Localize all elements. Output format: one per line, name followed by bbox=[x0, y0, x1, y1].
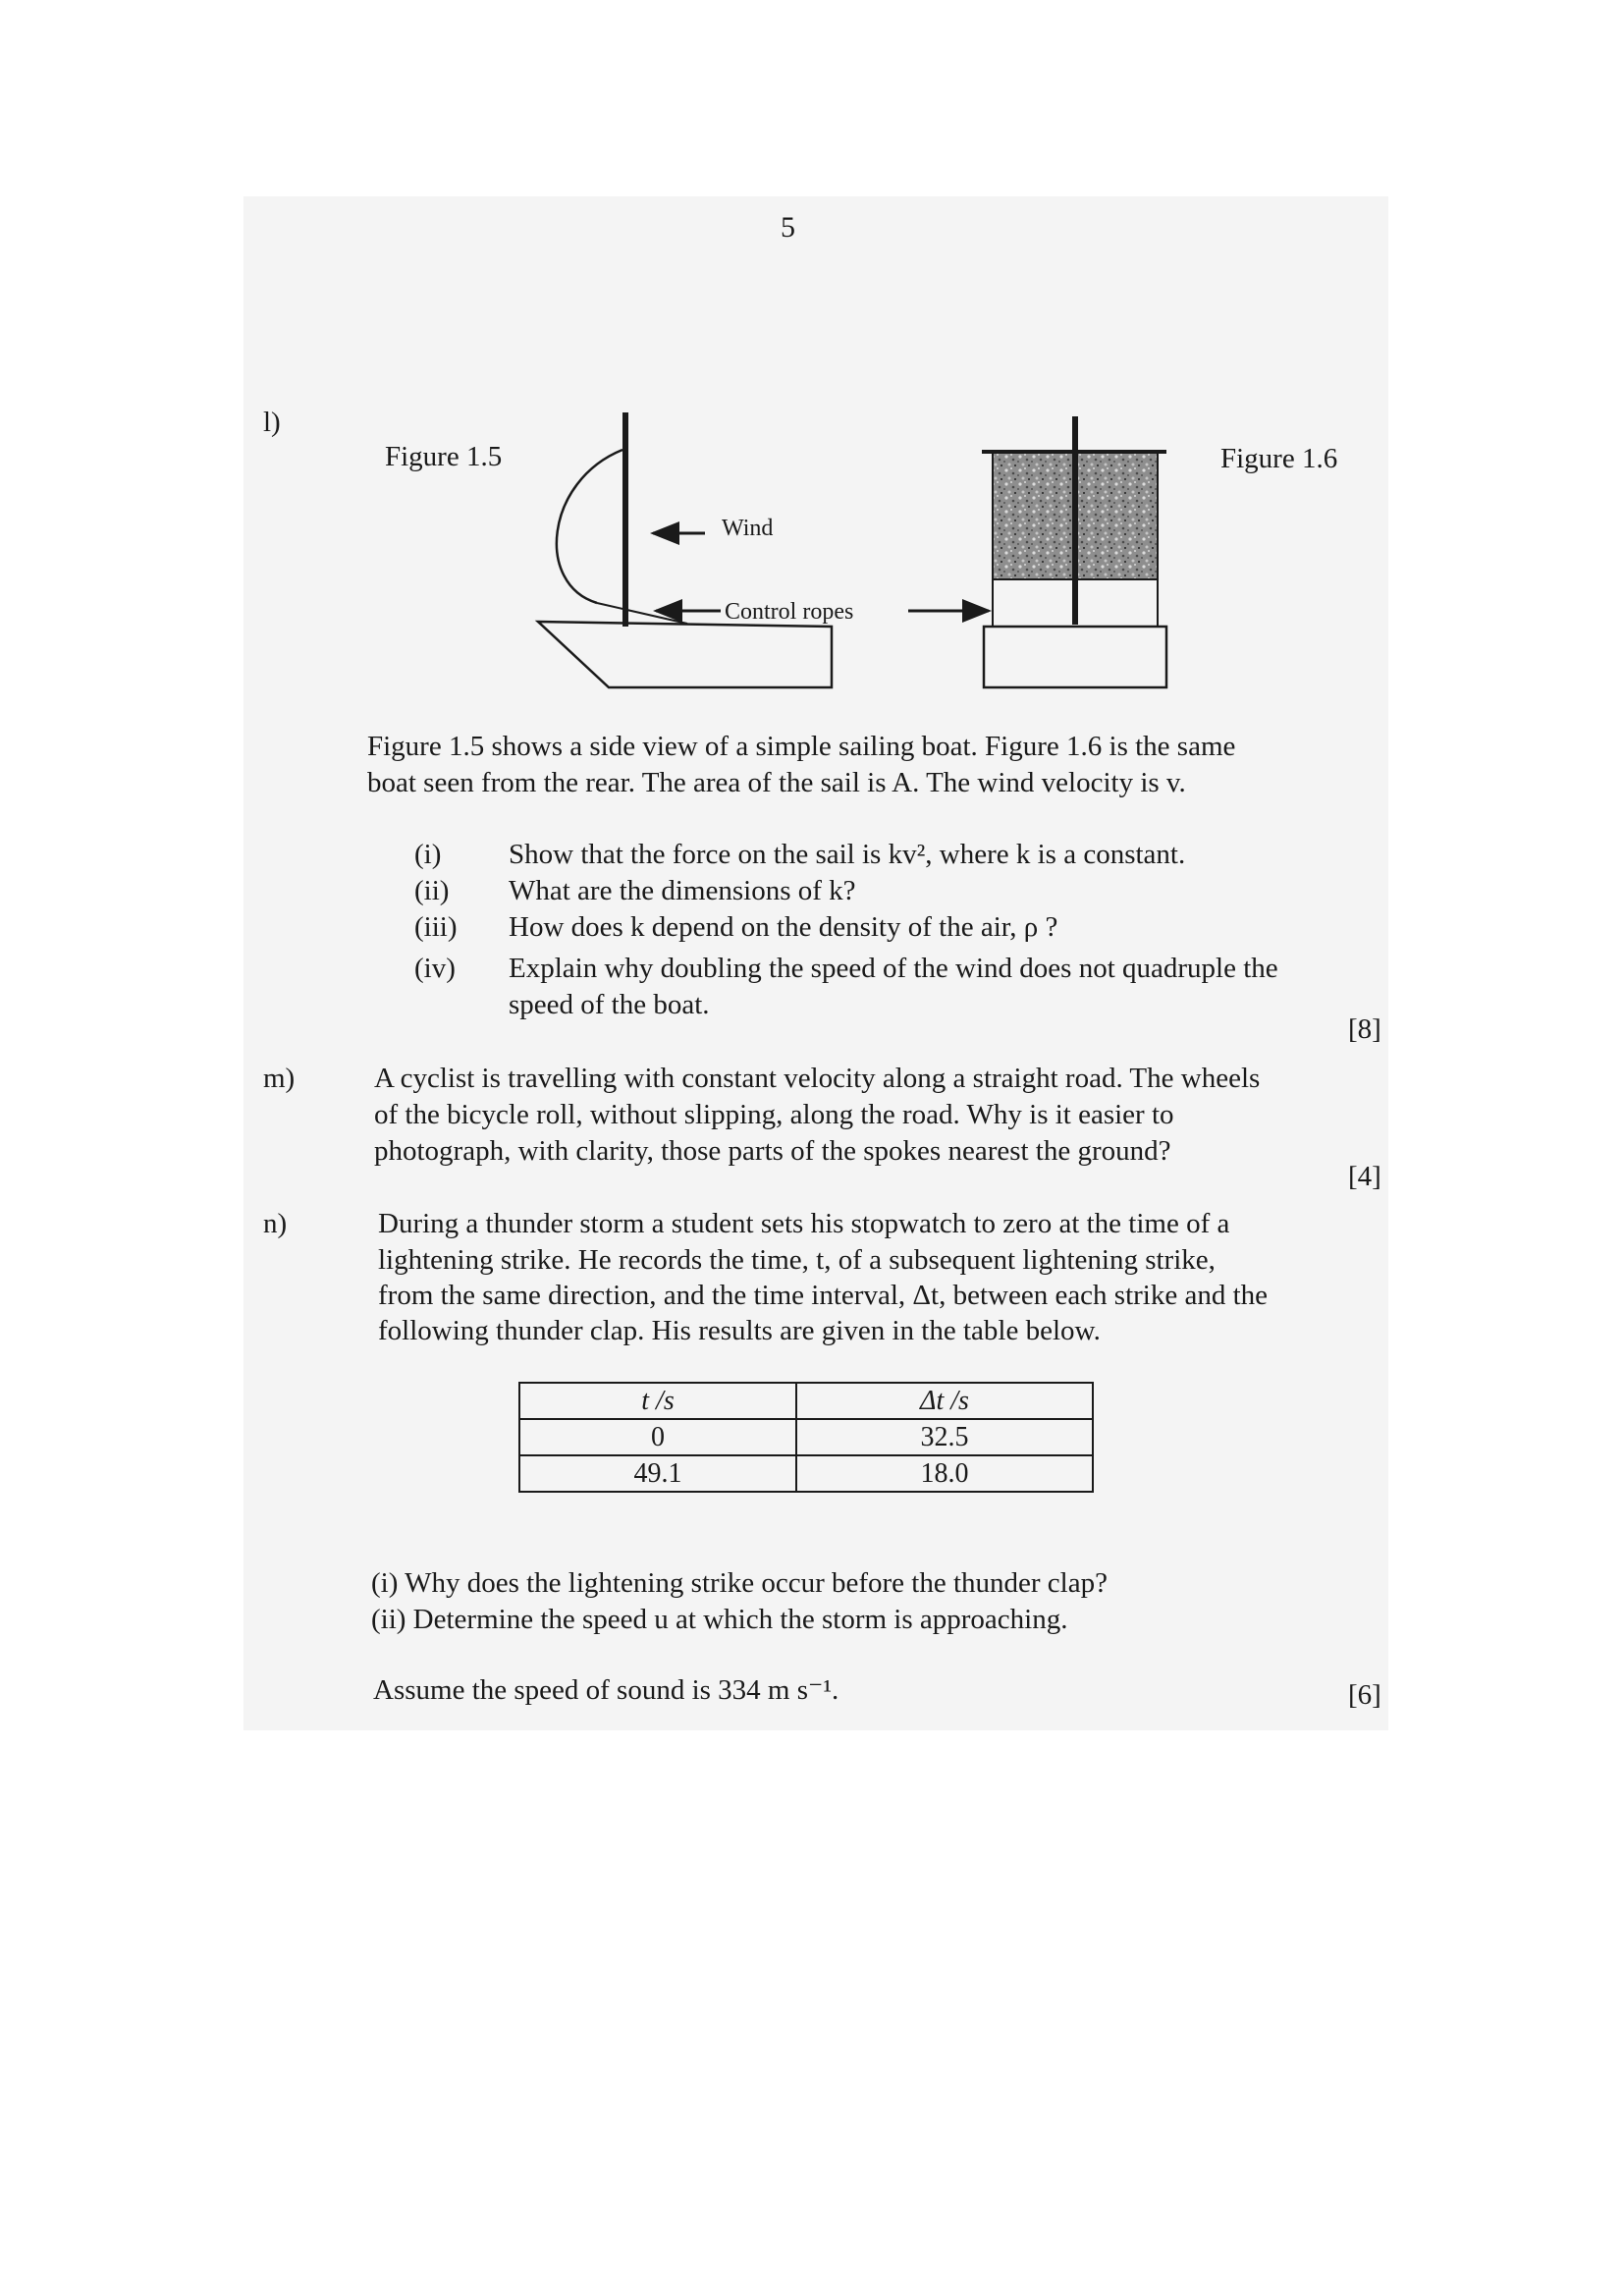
table-header-row bbox=[519, 1383, 1093, 1419]
table-row bbox=[519, 1455, 1093, 1492]
figure-1-6-label: Figure 1.6 bbox=[1220, 443, 1338, 474]
part-iv-text-line-2: speed of the boat. bbox=[509, 989, 710, 1020]
part-ii-text: What are the dimensions of k? bbox=[509, 875, 856, 906]
question-m-line-2: of the bicycle roll, without slipping, along the road. Why is it easier to bbox=[374, 1099, 1174, 1130]
part-iii-number: (iii) bbox=[414, 911, 458, 943]
question-n-sub-ii: (ii) Determine the speed u at which the storm is approaching. bbox=[371, 1604, 1068, 1635]
hull-side-view bbox=[538, 622, 832, 687]
question-n-line-4: following thunder clap. His results are given in the table below. bbox=[378, 1315, 1101, 1346]
results-table bbox=[518, 1382, 1094, 1493]
question-m-label: m) bbox=[263, 1063, 296, 1094]
hull-rear-view bbox=[984, 627, 1166, 687]
control-rope-line bbox=[597, 603, 687, 624]
question-l-marks: [8] bbox=[1348, 1013, 1381, 1045]
part-iv-number: (iv) bbox=[414, 953, 456, 984]
table-cell: 0 bbox=[519, 1419, 796, 1455]
part-i-text: Show that the force on the sail is kv², where k is a constant. bbox=[509, 839, 1186, 870]
table-cell: 18.0 bbox=[796, 1455, 1093, 1492]
figure-1-5-label: Figure 1.5 bbox=[385, 441, 503, 472]
question-m-line-3: photograph, with clarity, those parts of the spokes nearest the ground? bbox=[374, 1135, 1171, 1167]
question-n-line-3: from the same direction, and the time interval, Δt, between each strike and the bbox=[378, 1280, 1269, 1311]
table-cell: 49.1 bbox=[519, 1455, 796, 1492]
sail-curve bbox=[557, 450, 622, 603]
table-header-delta-t: Δt /s bbox=[796, 1383, 1093, 1419]
wind-label: Wind bbox=[722, 516, 774, 541]
part-i-number: (i) bbox=[414, 839, 442, 870]
figure-1-6-rear-view bbox=[908, 416, 1166, 687]
question-n-label: n) bbox=[263, 1208, 288, 1239]
figure-1-5-side-view bbox=[538, 412, 832, 687]
part-iii-text: How does k depend on the density of the air, ρ ? bbox=[509, 911, 1058, 943]
table-cell: 32.5 bbox=[796, 1419, 1093, 1455]
question-n-assumption: Assume the speed of sound is 334 m s⁻¹. bbox=[373, 1674, 839, 1706]
question-n-sub-i: (i) Why does the lightening strike occur before the thunder clap? bbox=[371, 1567, 1108, 1599]
control-ropes-label: Control ropes bbox=[725, 599, 854, 625]
part-iv-text-line-1: Explain why doubling the speed of the wind does not quadruple the bbox=[509, 953, 1278, 984]
part-ii-number: (ii) bbox=[414, 875, 450, 906]
table-header-t: t /s bbox=[519, 1383, 796, 1419]
question-m-marks: [4] bbox=[1348, 1161, 1381, 1192]
page-number: 5 bbox=[781, 211, 795, 244]
question-l-intro-line-2: boat seen from the rear. The area of the sail is A. The wind velocity is v. bbox=[367, 767, 1186, 798]
question-l-intro-line-1: Figure 1.5 shows a side view of a simple sailing boat. Figure 1.6 is the same bbox=[367, 731, 1236, 762]
table-row bbox=[519, 1419, 1093, 1455]
question-n-line-1: During a thunder storm a student sets his stopwatch to zero at the time of a bbox=[378, 1208, 1230, 1239]
question-m-line-1: A cyclist is travelling with constant velocity along a straight road. The wheels bbox=[374, 1063, 1261, 1094]
question-n-marks: [6] bbox=[1348, 1679, 1381, 1711]
question-n-line-2: lightening strike. He records the time, t, of a subsequent lightening strike, bbox=[378, 1244, 1216, 1276]
question-l-label: l) bbox=[263, 407, 281, 438]
